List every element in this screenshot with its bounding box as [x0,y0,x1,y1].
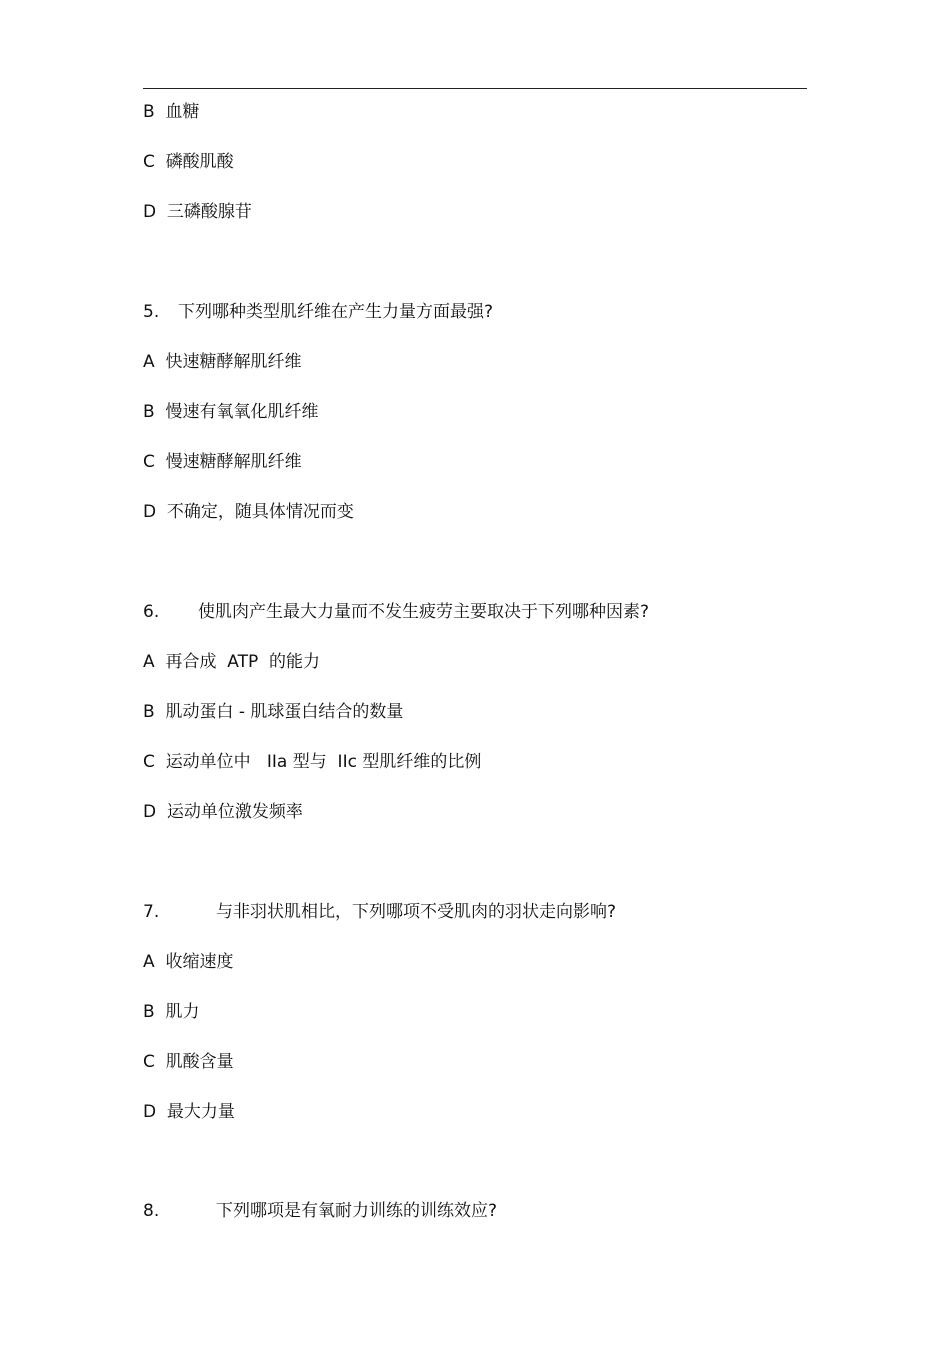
header-rule [143,88,807,89]
option-letter: D [143,1102,157,1122]
q7-option-c [143,1051,234,1073]
option-text: 肌动蛋白 - 肌球蛋白结合的数量 [165,702,404,722]
option-text: 不确定，随具体情况而变 [166,502,354,522]
option-text: 血糖 [165,102,200,122]
option-letter: C [143,152,155,172]
q6-option-a [143,651,320,673]
question-text: 下列哪种类型肌纤维在产生力量方面最强? [178,302,494,322]
question-text: 与非羽状肌相比，下列哪项不受肌肉的羽状走向影响? [216,902,617,922]
option-letter: D [143,502,157,522]
option-letter: D [143,802,157,822]
question-8 [143,1200,497,1222]
option-letter: B [143,1002,155,1022]
question-5 [143,301,493,323]
q5-option-d [143,501,354,523]
option-text: 收缩速度 [165,952,234,972]
q5-option-c [143,451,302,473]
option-letter: C [143,452,155,472]
q6-option-c [143,751,481,773]
option-letter: A [143,952,155,972]
option-d-prev [143,201,252,223]
option-letter: A [143,652,155,672]
question-number: 7. [143,902,160,922]
option-text: 慢速糖酵解肌纤维 [165,452,302,472]
option-text: 再合成 ATP 的能力 [165,652,321,672]
question-text: 使肌肉产生最大力量而不发生疲劳主要取决于下列哪种因素? [198,602,650,622]
question-text: 下列哪项是有氧耐力训练的训练效应? [216,1201,498,1221]
q5-option-a [143,351,301,373]
question-number: 6. [143,602,160,622]
option-letter: D [143,202,157,222]
option-text: 运动单位激发频率 [166,802,303,822]
option-text: 肌力 [165,1002,200,1022]
option-text: 磷酸肌酸 [165,152,234,172]
q5-option-b [143,401,318,423]
q6-option-d [143,801,303,823]
option-letter: B [143,102,155,122]
option-text: 三磷酸腺苷 [166,202,252,222]
option-c-prev [143,151,234,173]
option-letter: C [143,1052,155,1072]
option-letter: A [143,352,155,372]
q7-option-b [143,1001,199,1023]
option-text: 最大力量 [166,1102,235,1122]
question-7 [143,901,616,923]
question-number: 5. [143,302,160,322]
option-text: 慢速有氧氧化肌纤维 [165,402,319,422]
option-letter: C [143,752,155,772]
option-letter: B [143,402,155,422]
option-letter: B [143,702,155,722]
option-text: 运动单位中 IIa 型与 IIc 型肌纤维的比例 [165,752,482,772]
option-text: 快速糖酵解肌纤维 [165,352,302,372]
q7-option-a [143,951,233,973]
option-text: 肌酸含量 [165,1052,234,1072]
question-number: 8. [143,1201,160,1221]
q6-option-b [143,701,403,723]
option-b-prev [143,101,199,123]
q7-option-d [143,1101,235,1123]
question-6 [143,601,649,623]
